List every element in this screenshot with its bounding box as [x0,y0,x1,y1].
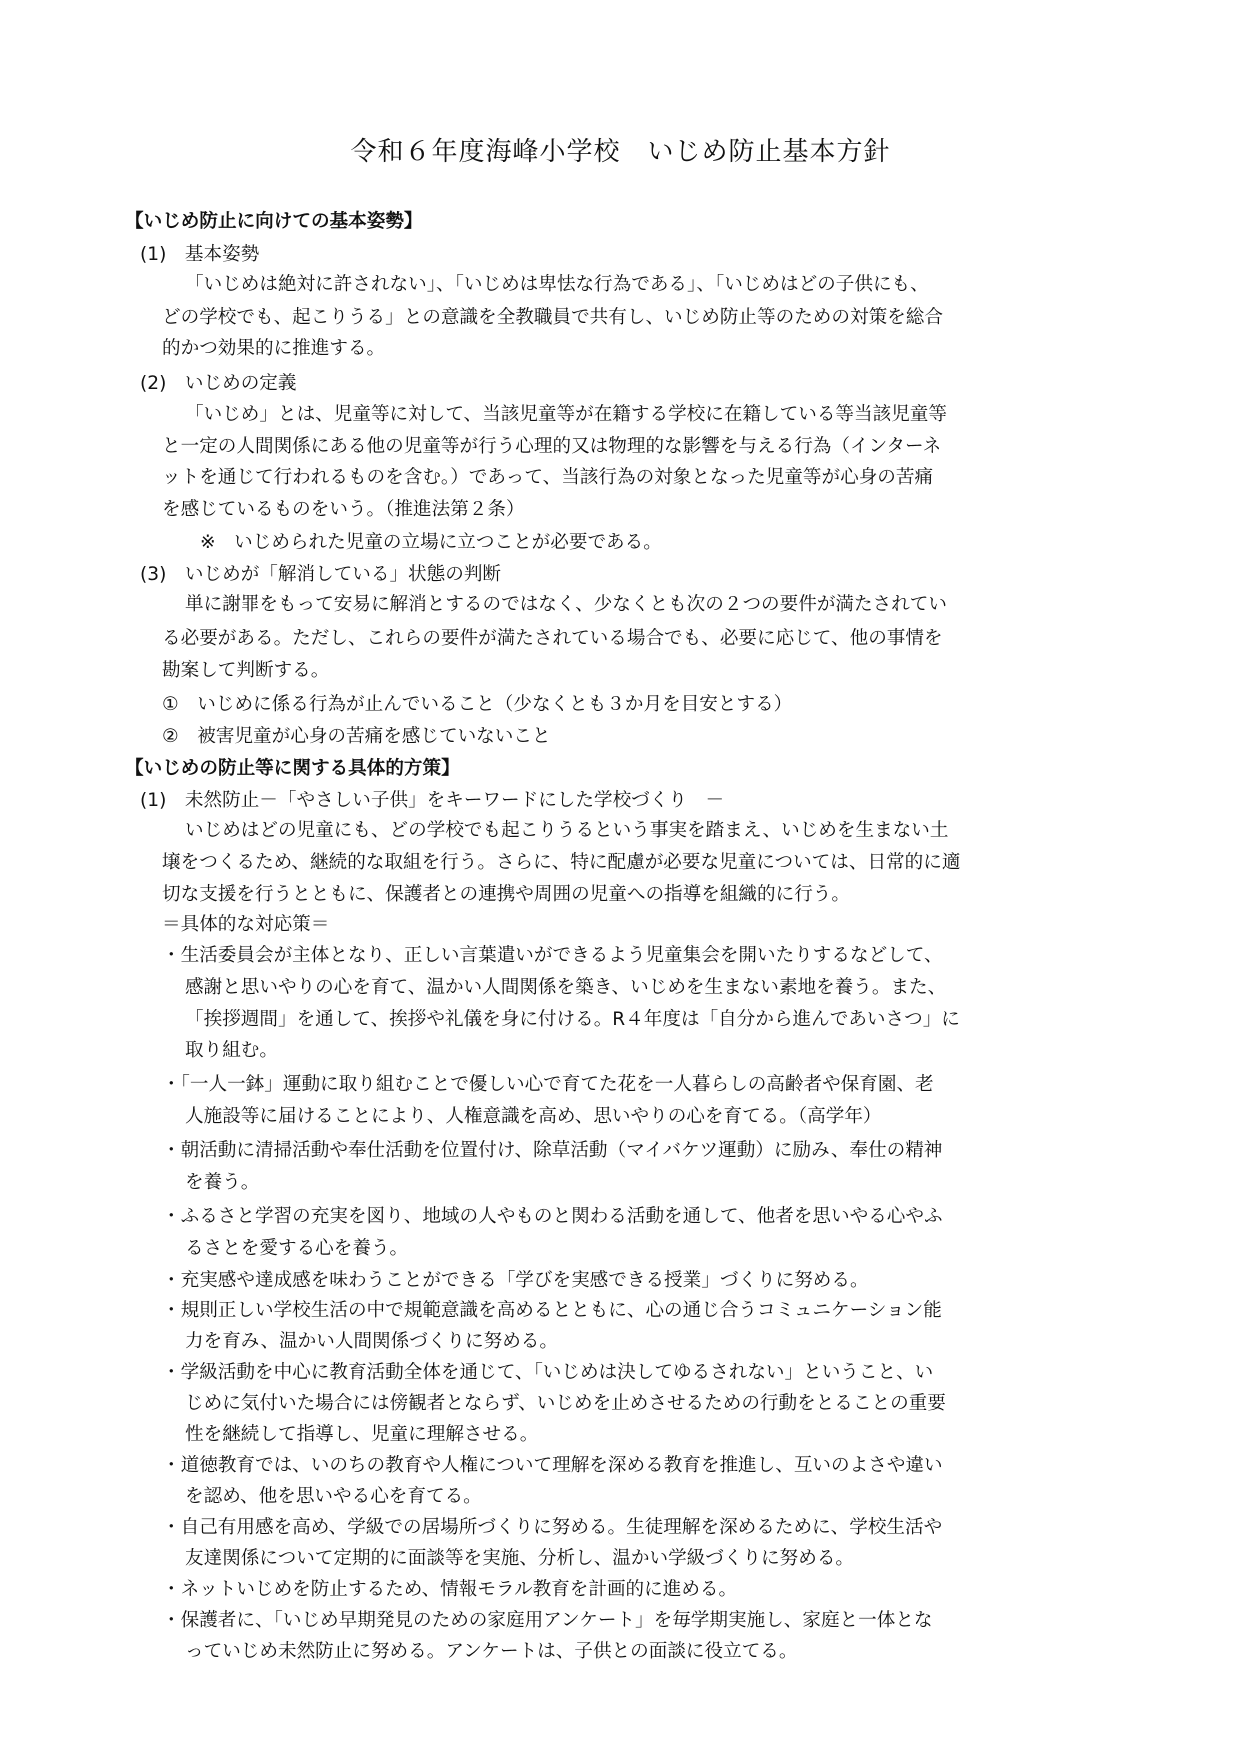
paragraph-line: いじめはどの児童にも、どの学校でも起こりうるという事実を踏まえ、いじめを生まない土 [185,820,949,841]
note-line: ※ いじめられた児童の立場に立つことが必要である。 [200,532,662,553]
bullet-line: っていじめ未然防止に努める。アンケートは、子供との面談に役立てる。 [185,1641,798,1662]
paragraph-line: 切な支援を行うとともに、保護者との連携や周囲の児童への指導を組織的に行う。 [162,884,850,905]
paragraph-line: る必要がある。ただし、これらの要件が満たされている場合でも、必要に応じて、他の事情を [162,628,943,649]
subsection-label: (1) 基本姿勢 [140,244,260,265]
subsection-label: (3) いじめが「解消している」状態の判断 [140,564,502,585]
paragraph-line: と一定の人間関係にある他の児童等が行う心理的又は物理的な影響を与える行為（インターネ [162,436,942,457]
bullet-line: ・充実感や達成感を味わうことができる「学びを実感できる授業」づくりに努める。 [162,1270,869,1291]
bullet-line: 人施設等に届けることにより、人権意識を高め、思いやりの心を育てる。（高学年） [185,1106,882,1127]
bullet-line: を養う。 [185,1172,260,1193]
subsection-label: (2) いじめの定義 [140,373,297,394]
paragraph-line: ットを通じて行われるものを含む。）であって、当該行為の対象となった児童等が心身の苦痛 [162,467,934,488]
bullet-line: 友達関係について定期的に面談等を実施、分析し、温かい学級づくりに努める。 [185,1548,855,1569]
bullet-line: 性を継続して指導し、児童に理解させる。 [185,1424,539,1445]
bullet-line: ・自己有用感を高め、学級での居場所づくりに努める。生徒理解を深めるために、学校生活や [162,1517,943,1538]
bullet-line: ・ネットいじめを防止するため、情報モラル教育を計画的に進める。 [162,1579,738,1600]
paragraph-line: 壌をつくるため、継続的な取組を行う。さらに、特に配慮が必要な児童については、日常的に適 [162,852,961,873]
paragraph-line: 的かつ効果的に推進する。 [162,338,386,359]
bullet-line: 力を育み、温かい人間関係づくりに努める。 [185,1331,558,1352]
bullet-line: じめに気付いた場合には傍観者とならず、いじめを止めさせるための行動をとることの重要 [185,1393,946,1414]
bullet-line: ・規則正しい学校生活の中で規範意識を高めるとともに、心の通じ合うコミュニケーション能 [162,1300,942,1321]
paragraph-line: 単に謝罪をもって安易に解消とするのではなく、少なくとも次の２つの要件が満たされてい [185,594,947,615]
bullet-line: ・ふるさと学習の充実を図り、地域の人やものと関わる活動を通して、他者を思いやる心やふ [162,1206,943,1227]
numbered-item: ② 被害児童が心身の苦痛を感じていないこと [162,726,551,747]
paragraph-line: を感じているものをいう。（推進法第２条） [162,499,525,520]
subsection-label: (1) 未然防止－「やさしい子供」をキーワードにした学校づくり － [140,790,725,811]
bullet-line: るさとを愛する心を養う。 [185,1238,409,1259]
bullet-line: ・生活委員会が主体となり、正しい言葉遣いができるよう児童集会を開いたりするなどして、 [162,945,943,966]
bullet-line: 「挨拶週間」を通して、挨拶や礼儀を身に付ける。R４年度は「自分から進んであいさつ」に [185,1009,960,1030]
paragraph-line: 「いじめ」とは、児童等に対して、当該児童等が在籍する学校に在籍している等当該児童等 [185,404,947,425]
bullet-line: ・道徳教育では、いのちの教育や人権について理解を深める教育を推進し、互いのよさや違い [162,1455,943,1476]
paragraph-line: どの学校でも、起こりうる」との意識を全教職員で共有し、いじめ防止等のための対策を総合 [162,307,943,328]
document-title: 令和６年度海峰小学校 いじめ防止基本方針 [350,137,891,167]
bullet-line: ・朝活動に清掃活動や奉仕活動を位置付け、除草活動（マイバケツ運動）に励み、奉仕の精神 [162,1140,943,1161]
numbered-item: ① いじめに係る行為が止んでいること（少なくとも３か月を目安とする） [162,694,793,715]
section-heading: 【いじめの防止等に関する具体的方策】 [125,758,460,779]
bullet-line: ・「一人一鉢」運動に取り組むことで優しい心で育てた花を一人暮らしの高齢者や保育園、老 [162,1074,934,1095]
section-heading: 【いじめ防止に向けての基本姿勢】 [125,211,423,232]
bullet-line: 取り組む。 [185,1040,278,1061]
paragraph-line: 「いじめは絶対に許されない」、「いじめは卑怯な行為である」、「いじめはどの子供にも、 [185,274,929,295]
bullet-line: を認め、他を思いやる心を育てる。 [185,1486,482,1507]
bullet-line: ・学級活動を中心に教育活動全体を通じて、「いじめは決してゆるされない」ということ、い [162,1362,934,1383]
measures-label: ＝具体的な対応策＝ [162,914,330,935]
bullet-line: ・保護者に、「いじめ早期発見のための家庭用アンケート」を毎学期実施し、家庭と一体とな [162,1610,933,1631]
bullet-line: 感謝と思いやりの心を育て、温かい人間関係を築き、いじめを生まない素地を養う。また、 [185,977,947,998]
paragraph-line: 勘案して判断する。 [162,660,330,681]
